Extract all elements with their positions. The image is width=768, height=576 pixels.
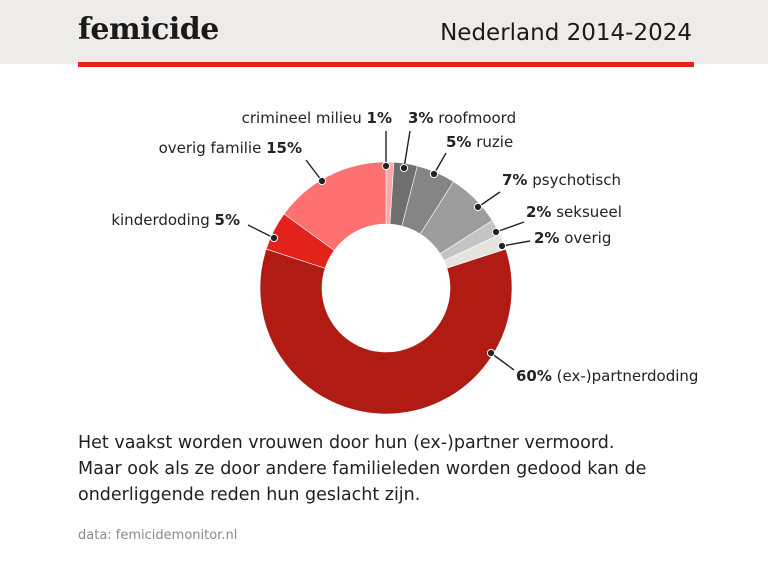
- body-line-1: Het vaakst worden vrouwen door hun (ex-)partner vermoord.: [78, 433, 615, 453]
- leader-dot-psychotisch: [474, 203, 481, 210]
- slice-label-overig: 2% overig: [534, 229, 612, 247]
- source-note: data: femicidemonitor.nl: [78, 528, 238, 543]
- brand-title: femicide: [78, 12, 219, 47]
- slice-label-ruzie: 5% ruzie: [446, 133, 514, 151]
- body-text: [78, 430, 718, 508]
- slice-label-kinderdoding: kinderdoding 5%: [111, 211, 240, 229]
- slice-label-ex-partnerdoding: 60% (ex-)partnerdoding: [516, 367, 699, 385]
- chart-subtitle: Nederland 2014-2024: [440, 20, 692, 46]
- leader-dot-crimineel-milieu: [382, 162, 389, 169]
- slice-label-overig-familie: overig familie 15%: [158, 139, 302, 157]
- leader-dot-seksueel: [492, 228, 499, 235]
- leader-dot-kinderdoding: [270, 234, 277, 241]
- donut-slice-ex-partnerdoding: [260, 249, 512, 414]
- leader-line-ex-partnerdoding: [491, 353, 514, 370]
- leader-dot-overig-familie: [318, 177, 325, 184]
- leader-line-seksueel: [496, 222, 524, 232]
- leader-line-roofmoord: [404, 131, 410, 168]
- slice-label-psychotisch: 7% psychotisch: [502, 171, 621, 189]
- slice-label-roofmoord: 3% roofmoord: [408, 109, 517, 127]
- slice-label-crimineel-milieu: crimineel milieu 1%: [241, 109, 392, 127]
- leader-line-overig: [502, 241, 530, 246]
- body-line-2: Maar ook als ze door andere familieleden worden gedood kan de: [78, 459, 647, 479]
- leader-dot-roofmoord: [400, 164, 407, 171]
- leader-line-kinderdoding: [248, 225, 274, 238]
- leader-dot-ex-partnerdoding: [487, 349, 494, 356]
- leader-dot-overig: [498, 242, 505, 249]
- slice-label-seksueel: 2% seksueel: [526, 203, 622, 221]
- body-line-3: onderliggende reden hun geslacht zijn.: [78, 485, 421, 505]
- leader-dot-ruzie: [430, 170, 437, 177]
